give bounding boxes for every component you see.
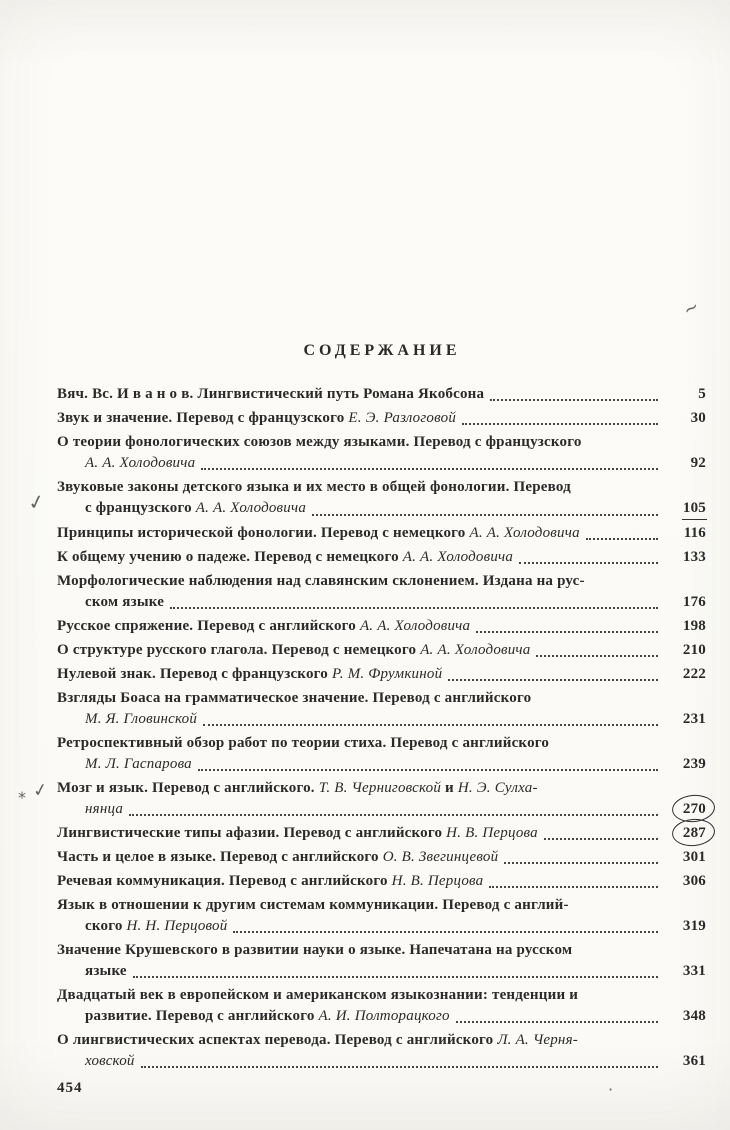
dot-leader [484, 384, 663, 405]
entry-text: Язык в отношении к другим системам коммуникации. Перевод с англий- [57, 897, 569, 913]
toc-entry-line [57, 1006, 707, 1027]
dot-leader [306, 498, 663, 520]
page-title: СОДЕРЖАНИЕ [303, 342, 461, 359]
toc-entry-line [57, 498, 707, 520]
toc-entry-line [57, 754, 707, 775]
dot-leader [530, 640, 663, 661]
toc-entry-line [57, 432, 707, 453]
toc-entry-line [57, 477, 707, 498]
entry-text: Русское спряжение. Перевод с английского А. А. Холодовича [57, 618, 471, 634]
entry-text: развитие. Перевод с английского А. И. Полторацкого [85, 1008, 450, 1024]
dot-leader [442, 664, 663, 685]
dot-leader [192, 754, 663, 775]
entry-page-number: 198 [682, 618, 706, 634]
entry-text: ховской [85, 1053, 135, 1069]
entry-text: О лингвистических аспектах перевода. Перевод с английского Л. А. Черня- [57, 1032, 578, 1048]
entry-text: К общему учению о падеже. Перевод с немецкого А. А. Холодовича [57, 549, 514, 565]
pen-squiggle-mark: ~ [679, 295, 704, 322]
toc-entry [57, 616, 707, 637]
toc-entry-line [57, 523, 707, 544]
pencil-check-mark: ✓ [25, 488, 48, 516]
toc-entry-line [57, 847, 707, 868]
toc-entry [57, 871, 707, 892]
toc-entry [57, 523, 707, 544]
entry-text: Речевая коммуникация. Перевод с английского Н. В. Перцова [57, 873, 484, 889]
toc-entry [57, 940, 707, 982]
toc-entry [57, 895, 707, 937]
entry-page-number: 133 [682, 549, 706, 565]
toc-entry-line [57, 871, 707, 892]
toc-entry [57, 571, 707, 613]
toc-entry-line [57, 1030, 707, 1051]
entry-page-number: 348 [682, 1008, 706, 1024]
dot-leader [470, 616, 663, 637]
folio-page-number: 454 [57, 1080, 83, 1096]
toc-entry-line [57, 640, 707, 661]
entry-page-number: 92 [690, 455, 706, 471]
entry-page-number: 210 [682, 642, 706, 658]
toc-entry-line [57, 1051, 707, 1072]
toc-entry [57, 432, 707, 474]
toc-entry [57, 778, 707, 820]
toc-entry [57, 384, 707, 405]
entry-page-number: 331 [682, 963, 706, 979]
dot-leader [164, 592, 663, 613]
toc-entry [57, 408, 707, 429]
dot-leader [197, 709, 663, 730]
dot-leader [580, 523, 663, 544]
toc-entry-line [57, 592, 707, 613]
dot-leader [135, 1051, 663, 1072]
toc-entry [57, 664, 707, 685]
toc-entry-line [57, 709, 707, 730]
entry-page-number: 222 [682, 666, 706, 682]
entry-page-number: 319 [682, 918, 706, 934]
dot-leader [456, 408, 663, 429]
entry-page-number: 5 [698, 386, 706, 402]
table-of-contents [57, 342, 707, 1075]
entry-page-number: 176 [682, 594, 706, 610]
toc-entry-line [57, 547, 707, 568]
entry-text: Звуковые законы детского языка и их место в общей фонологии. Перевод [57, 479, 571, 495]
entry-text: М. Л. Гаспарова [85, 756, 192, 772]
entry-page-number: 287 [663, 823, 707, 844]
toc-entry [57, 547, 707, 568]
entry-text: Значение Крушевского в развитии науки о языке. Напечатана на русском [57, 942, 573, 958]
entry-page-number: 301 [682, 849, 706, 865]
toc-entry-line [57, 688, 707, 709]
dot-leader [513, 547, 663, 568]
entry-text: М. Я. Гловинской [85, 711, 198, 727]
toc-entry [57, 733, 707, 775]
entry-page-number: 270 [663, 799, 707, 820]
entry-text: Звук и значение. Перевод с французского Е. Э. Разлоговой [57, 410, 457, 426]
entry-page-number: 231 [682, 711, 706, 727]
toc-entry [57, 640, 707, 661]
entry-text: Ретроспективный обзор работ по теории стиха. Перевод с английского [57, 735, 550, 751]
dot-leader [498, 847, 663, 868]
toc-entry [57, 847, 707, 868]
entry-page-number: 306 [682, 873, 706, 889]
dot-leader [483, 871, 663, 892]
toc-entry-line [57, 453, 707, 474]
entry-text: Мозг и язык. Перевод с английского. Т. В. Черниговской и Н. Э. Сулха- [57, 780, 538, 796]
entry-text: Двадцатый век в европейском и американском языкознании: тенденции и [57, 987, 579, 1003]
entry-text: О теории фонологических союзов между языками. Перевод с французского [57, 434, 582, 450]
entry-text: А. А. Холодовича [85, 455, 196, 471]
ink-speck: · [608, 1080, 614, 1099]
toc-entry [57, 1030, 707, 1072]
dot-leader [123, 799, 663, 820]
entry-text: Нулевой знак. Перевод с французского Р. М. Фрумкиной [57, 666, 443, 682]
toc-entry-line [57, 985, 707, 1006]
dot-leader [195, 453, 663, 474]
entry-text: Вяч. Вс. И в а н о в. Лингвистический путь Романа Якобсона [57, 386, 485, 402]
toc-entry [57, 688, 707, 730]
entry-page-number: 239 [682, 756, 706, 772]
entry-page-number: 116 [683, 525, 706, 541]
entry-text: О структуре русского глагола. Перевод с немецкого А. А. Холодовича [57, 642, 531, 658]
toc-entry-line [57, 895, 707, 916]
toc-entry-line [57, 571, 707, 592]
dot-leader [227, 916, 663, 937]
toc-entry-line [57, 408, 707, 429]
toc-entry-line [57, 823, 707, 844]
pencil-check-mark: ✓ [31, 778, 50, 803]
toc-entry [57, 985, 707, 1027]
toc-entry-line [57, 940, 707, 961]
dot-leader [127, 961, 663, 982]
toc-entry [57, 823, 707, 844]
toc-entry-line [57, 384, 707, 405]
entry-page-number: 30 [690, 410, 706, 426]
pencil-asterisk-mark: * [18, 788, 26, 807]
toc-entry-line [57, 733, 707, 754]
entry-text: с французского А. А. Холодовича [85, 500, 307, 516]
entry-text: Морфологические наблюдения над славянским склонением. Издана на рус- [57, 573, 585, 589]
entry-text: Взгляды Боаса на грамматическое значение. Перевод с английского [57, 690, 532, 706]
toc-entry-line [57, 616, 707, 637]
toc-entry-line [57, 961, 707, 982]
toc-entry-line [57, 916, 707, 937]
entry-page-number: 105 [663, 498, 707, 520]
entry-text: Часть и целое в языке. Перевод с английского О. В. Звегинцевой [57, 849, 499, 865]
entry-text: Принципы исторической фонологии. Перевод с немецкого А. А. Холодовича [57, 525, 580, 541]
entry-text: нянца [85, 801, 124, 817]
toc-entry [57, 477, 707, 520]
toc-entry-line [57, 799, 707, 820]
entry-text: языке [85, 963, 127, 979]
toc-entry-line [57, 664, 707, 685]
entry-page-number: 361 [682, 1053, 706, 1069]
toc-entry-line [57, 778, 707, 799]
entry-text: ском языке [85, 594, 165, 610]
entry-text: Лингвистические типы афазии. Перевод с английского Н. В. Перцова [57, 825, 538, 841]
dot-leader [450, 1006, 663, 1027]
entry-text: ского Н. Н. Перцовой [85, 918, 228, 934]
toc-list [57, 384, 707, 1072]
dot-leader [538, 823, 663, 844]
